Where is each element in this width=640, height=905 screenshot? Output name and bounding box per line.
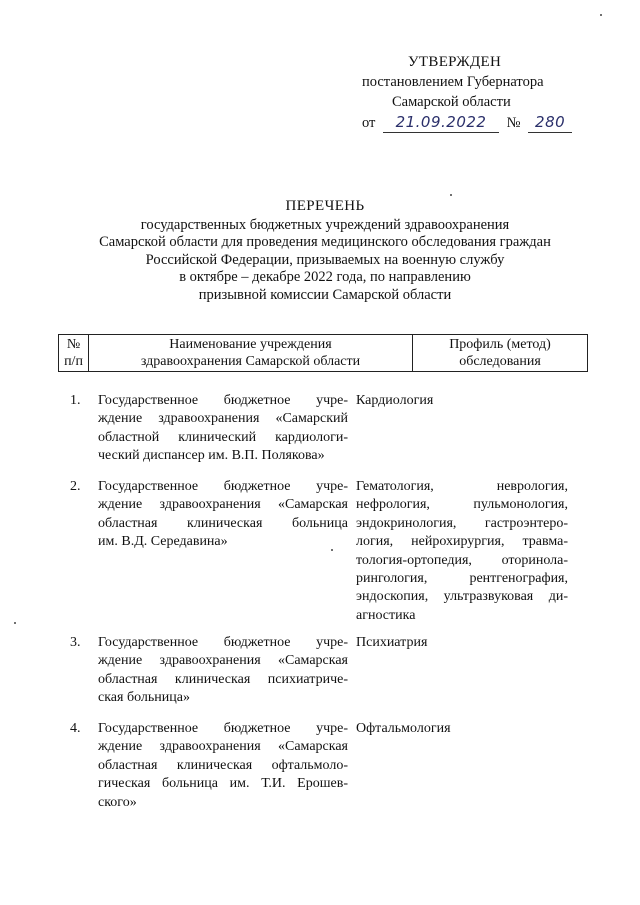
text-line: Государственное бюджетное учре- [98, 479, 348, 494]
text-line: рингология, рентгенография, [356, 571, 568, 587]
text-line: ждение здравоохранения «Самарская [98, 739, 348, 755]
text-line: областная клиническая больница [98, 515, 348, 531]
title-line: призывной комиссии Самарской области [198, 286, 452, 303]
text-line: ждение здравоохранения «Самарская [98, 653, 348, 669]
approval-heading: УТВЕРЖДЕН [408, 54, 502, 70]
approval-block [340, 52, 580, 133]
text-line: областная клиническая психиатриче- [98, 671, 348, 687]
header-profile-column [413, 335, 587, 371]
text-line: ского» [98, 794, 137, 810]
table-row [58, 478, 588, 625]
text-line: Государственное бюджетное учре- [98, 393, 348, 408]
text-line: Государственное бюджетное учре- [98, 635, 348, 650]
institution-name [98, 392, 348, 466]
text-line: Государственное бюджетное учре- [98, 721, 348, 736]
text-line: ческий диспансер им. В.П. Полякова» [98, 448, 325, 464]
row-number: 2. [70, 479, 81, 494]
header-text: Наименование учреждения [169, 337, 332, 352]
table-row [58, 720, 588, 812]
title-line: государственных бюджетных учреждений здравоохранения [140, 216, 510, 233]
row-number: 3. [70, 635, 81, 650]
examination-profile [356, 634, 568, 708]
text-line: ждение здравоохранения «Самарский [98, 411, 348, 427]
institution-name [98, 634, 348, 708]
handwritten-number: 280 [528, 112, 572, 133]
text-line: Офтальмология [356, 721, 451, 736]
examination-profile [356, 392, 568, 466]
scan-speck [450, 194, 452, 196]
institution-name [98, 720, 348, 812]
scan-speck [600, 14, 602, 16]
text-line: агностика [356, 607, 416, 623]
title-line: Самарской области для проведения медицинского обследования граждан [99, 234, 551, 250]
text-line: ждение здравоохранения «Самарская [98, 497, 348, 513]
approval-line-2: Самарской области [392, 94, 511, 110]
table-row [58, 634, 588, 708]
table-header [58, 334, 588, 372]
header-text: Профиль (метод) [449, 337, 551, 352]
row-number: 1. [70, 393, 81, 408]
header-text: № [66, 337, 81, 352]
text-line: гическая больница им. Т.И. Ерошев- [98, 776, 348, 792]
approval-date-line [340, 112, 580, 133]
scan-speck [331, 549, 333, 551]
institution-name [98, 478, 348, 625]
title-heading: ПЕРЕЧЕНЬ [285, 198, 365, 214]
text-line: им. В.Д. Середавина» [98, 534, 228, 550]
text-line: эндоскопия, ультразвуковая ди- [356, 589, 568, 605]
examination-profile [356, 720, 568, 812]
text-line: областная клиническая офтальмоло- [98, 757, 348, 773]
text-line: тология-ортопедия, оторинола- [356, 552, 568, 568]
title-line: Российской Федерации, призываемых на военную службу [145, 251, 505, 268]
header-text: обследования [459, 354, 541, 369]
document-title [60, 198, 590, 304]
header-text: п/п [64, 354, 83, 369]
table-row [58, 392, 588, 466]
text-line: Кардиология [356, 393, 434, 408]
text-line: нефрология, пульмонология, [356, 497, 568, 513]
handwritten-date: 21.09.2022 [383, 112, 499, 133]
text-line: ская больница» [98, 690, 190, 706]
row-number: 4. [70, 721, 81, 736]
text-line: областной клинический кардиологи- [98, 429, 348, 445]
text-line: Психиатрия [356, 635, 428, 650]
header-number-column [59, 335, 89, 371]
text-line: Гематология, неврология, [356, 479, 568, 494]
title-line: в октябре – декабре 2022 года, по направлению [179, 269, 471, 285]
number-prefix: № [506, 115, 521, 131]
scan-speck [14, 622, 16, 624]
approval-line-1: постановлением Губернатора [362, 74, 544, 90]
text-line: логия, нейрохирургия, травма- [356, 534, 568, 550]
header-text: здравоохранения Самарской области [140, 354, 361, 369]
header-name-column [89, 335, 413, 371]
examination-profile [356, 478, 568, 625]
text-line: эндокринология, гастроэнтеро- [356, 515, 568, 531]
date-prefix: от [362, 115, 376, 131]
